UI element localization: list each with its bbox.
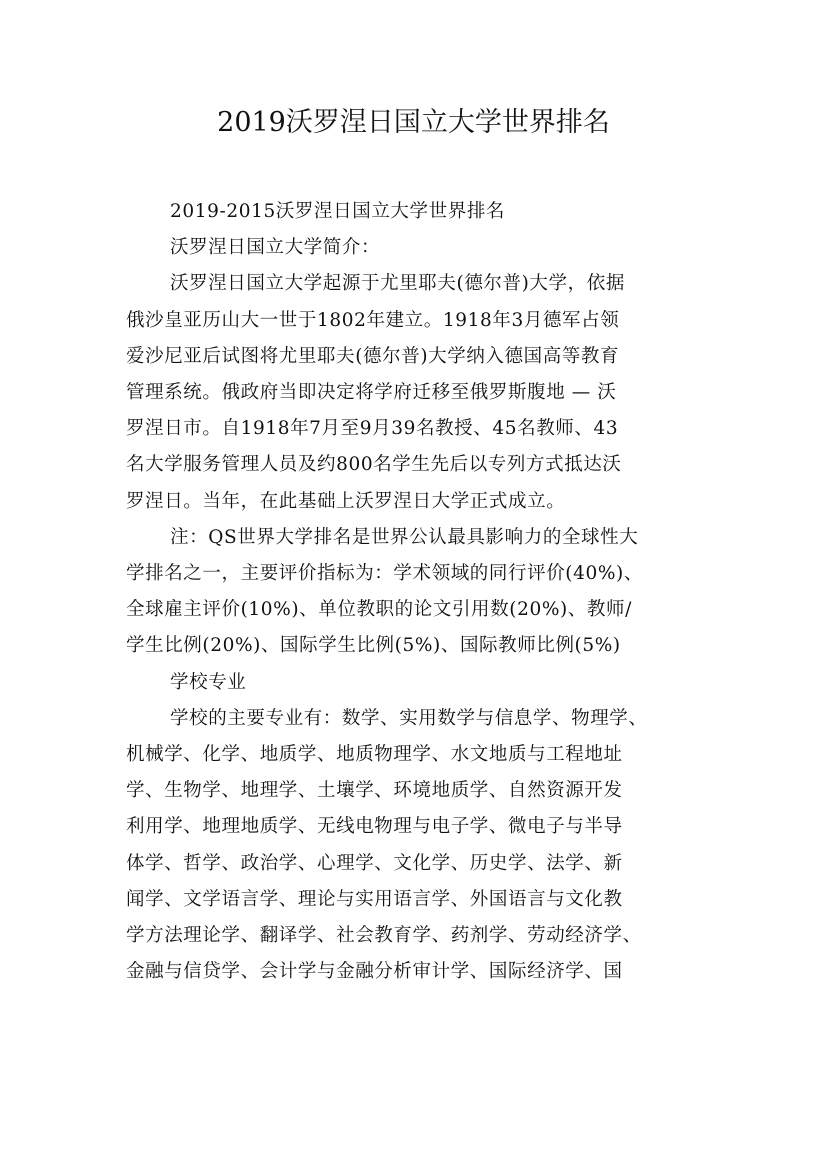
majors-line: 体学、哲学、政治学、心理学、文化学、历史学、法学、新 bbox=[126, 852, 623, 874]
paragraph-line: 罗涅日市。自1918年7月至9月39名教授、45名教师、43 bbox=[126, 418, 619, 440]
note-line: 全球雇主评价(10%)、单位教职的论文引用数(20%)、教师/ bbox=[126, 599, 632, 621]
document-title: 2019沃罗涅日国立大学世界排名 bbox=[217, 107, 610, 138]
majors-line: 利用学、地理地质学、无线电物理与电子学、微电子与半导 bbox=[126, 816, 623, 838]
paragraph-line: 爱沙尼亚后试图将尤里耶夫(德尔普)大学纳入德国高等教育 bbox=[126, 345, 620, 367]
paragraph-line: 罗涅日。当年，在此基础上沃罗涅日大学正式成立。 bbox=[126, 490, 566, 512]
paragraph-line: 管理系统。俄政府当即决定将学府迁移至俄罗斯腹地 — 沃 bbox=[126, 382, 617, 404]
section-heading-intro: 沃罗涅日国立大学简介： bbox=[170, 237, 381, 259]
section-heading-majors: 学校专业 bbox=[170, 671, 247, 693]
note-line: 学生比例(20%)、国际学生比例(5%)、国际教师比例(5%) bbox=[126, 635, 621, 657]
paragraph-line: 沃罗涅日国立大学起源于尤里耶夫(德尔普)大学，依据 bbox=[170, 273, 625, 295]
majors-line: 闻学、文学语言学、理论与实用语言学、外国语言与文化教 bbox=[126, 888, 623, 910]
note-line: 注：QS世界大学排名是世界公认最具影响力的全球性大 bbox=[170, 526, 639, 548]
majors-line: 学、生物学、地理学、土壤学、环境地质学、自然资源开发 bbox=[126, 780, 623, 802]
majors-line: 机械学、化学、地质学、地质物理学、水文地质与工程地址 bbox=[126, 744, 623, 766]
note-line: 学排名之一，主要评价指标为：学术领域的同行评价(40%)、 bbox=[126, 563, 643, 585]
subtitle-line: 2019-2015沃罗涅日国立大学世界排名 bbox=[170, 201, 506, 222]
document-body bbox=[126, 194, 712, 990]
majors-line: 学方法理论学、翻译学、社会教育学、药剂学、劳动经济学、 bbox=[126, 925, 642, 947]
paragraph-line: 俄沙皇亚历山大一世于1802年建立。1918年3月德军占领 bbox=[126, 309, 620, 331]
majors-line: 金融与信贷学、会计学与金融分析审计学、国际经济学、国 bbox=[126, 961, 623, 983]
paragraph-line: 名大学服务管理人员及约800名学生先后以专列方式抵达沃 bbox=[126, 454, 622, 476]
majors-line: 学校的主要专业有：数学、实用数学与信息学、物理学、 bbox=[170, 707, 648, 729]
